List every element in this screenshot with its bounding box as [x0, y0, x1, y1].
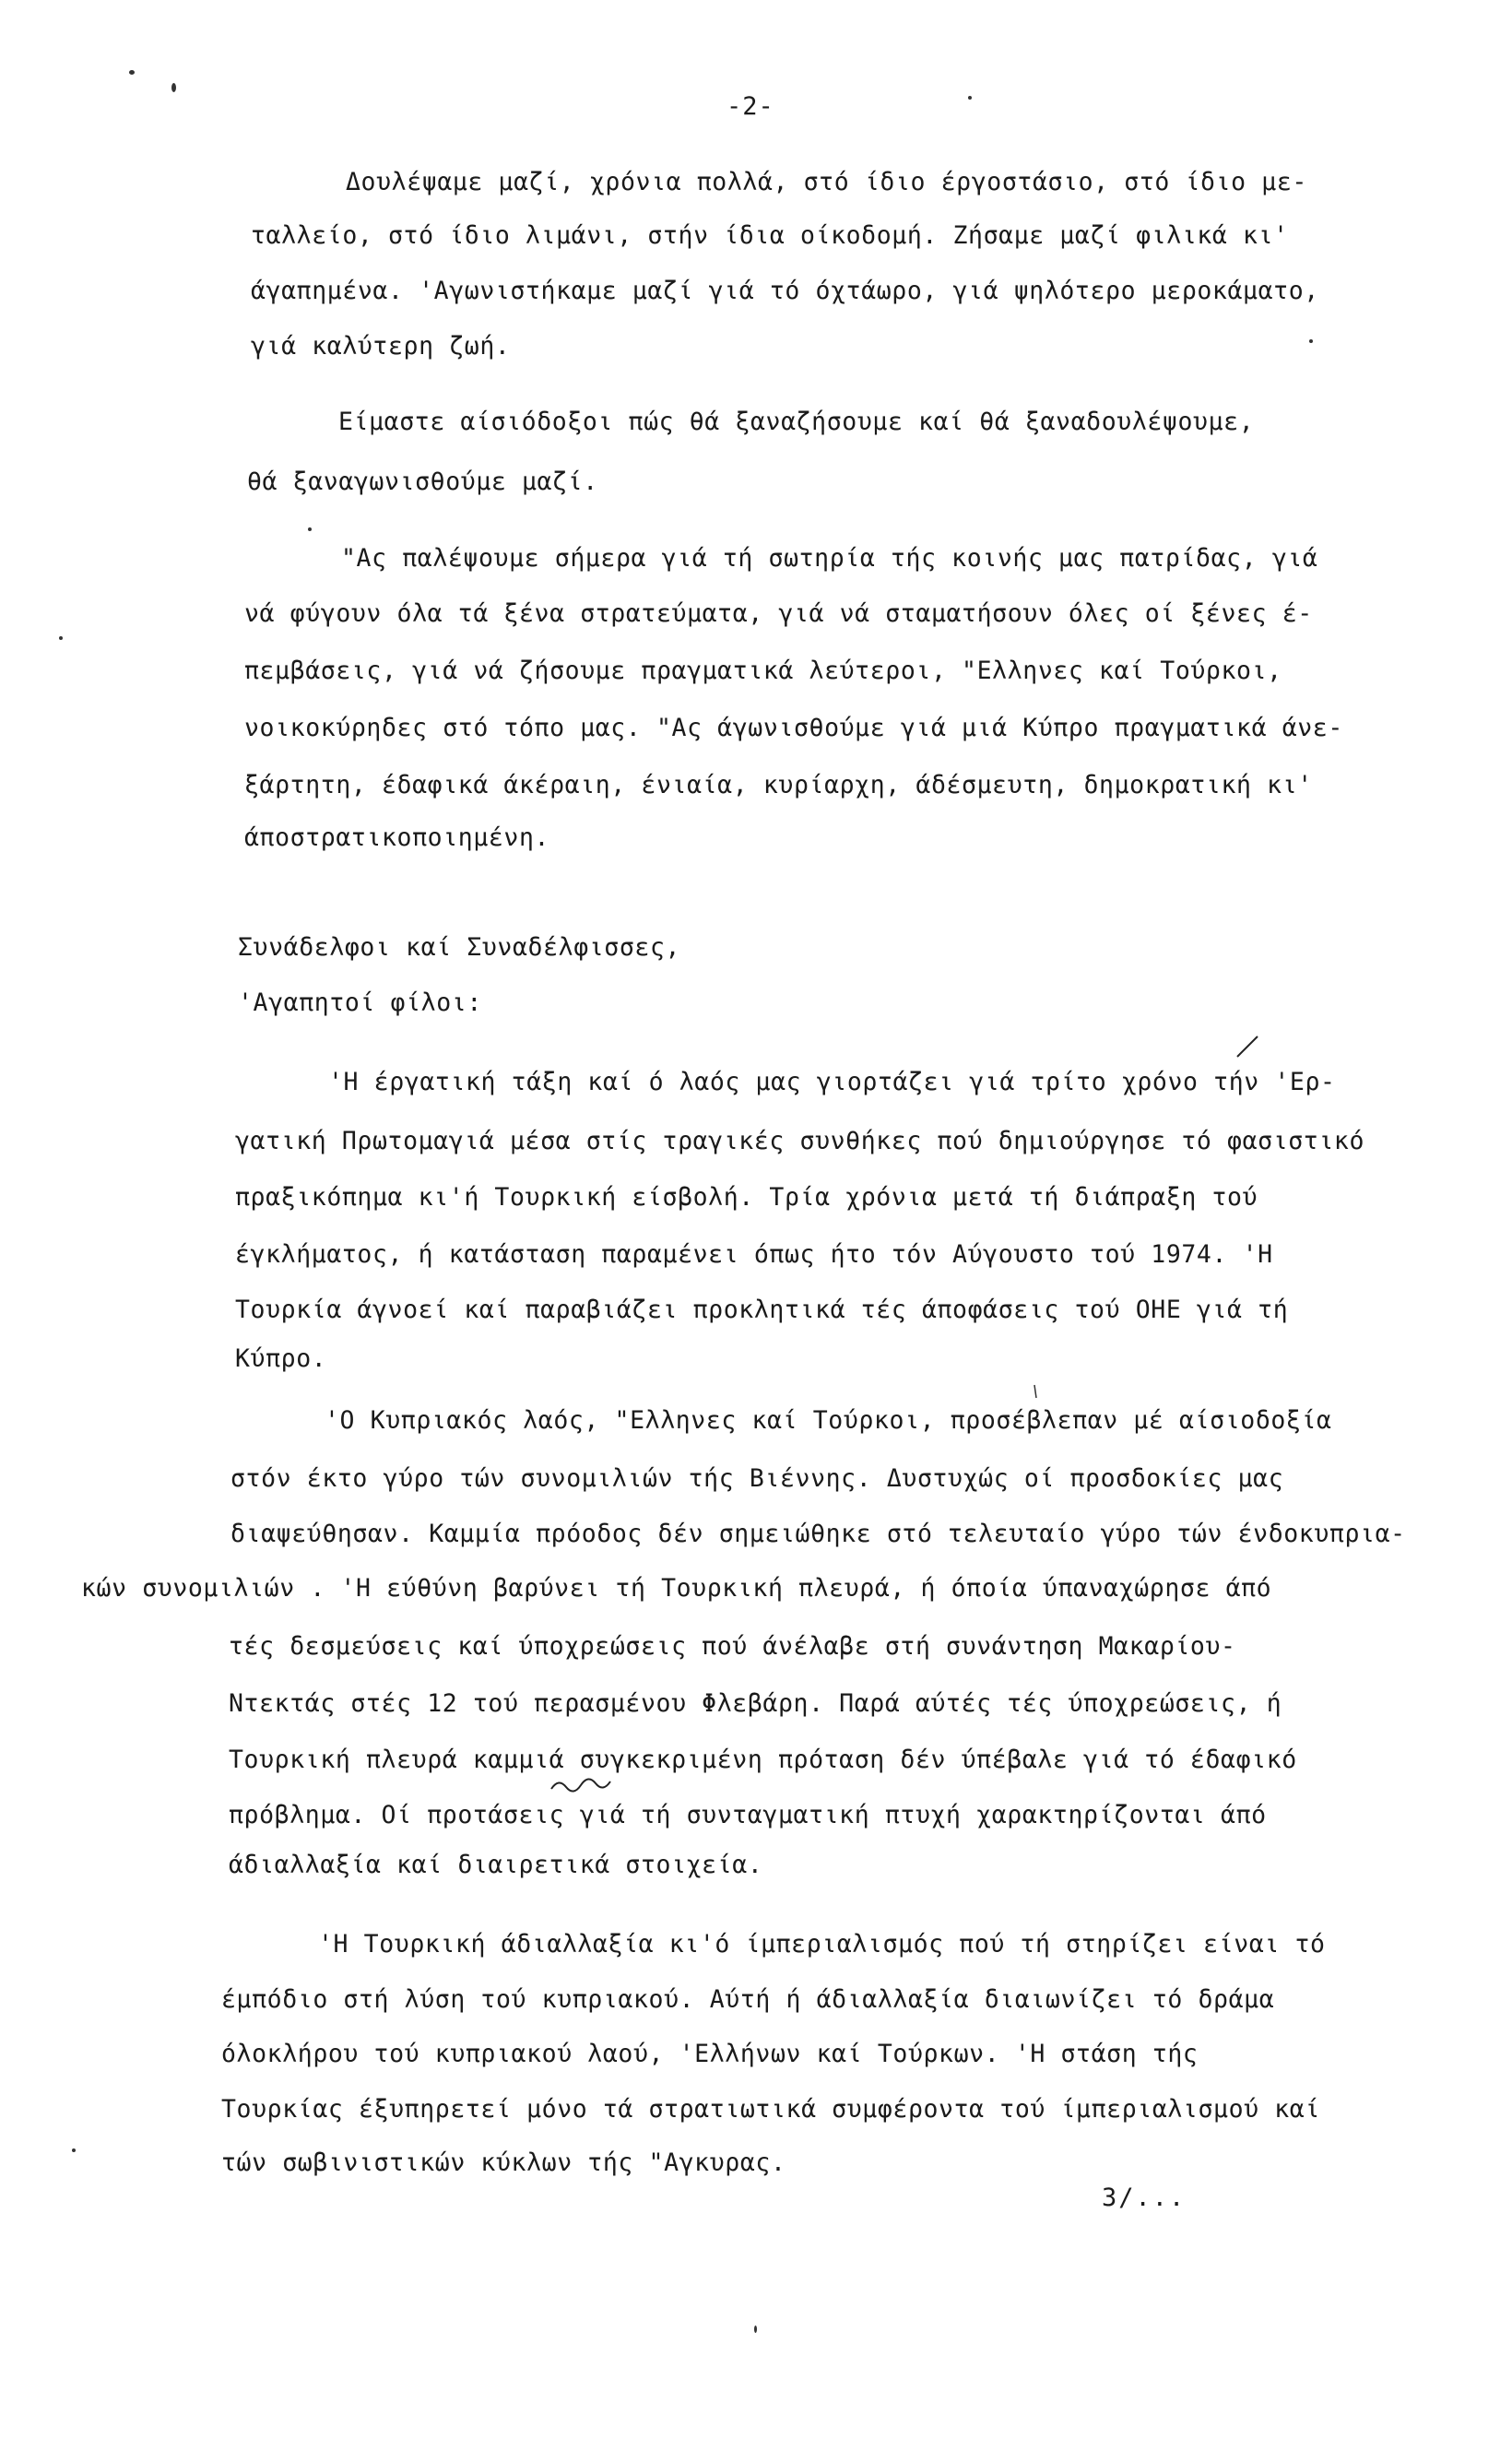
- text-line: άγαπημένα. 'Αγωνιστήκαμε μαζί γιά τό όχτάωρο, γιά ψηλότερο μεροκάματο,: [251, 277, 1319, 305]
- salutation: Συνάδελφοι καί Συναδέλφισσες,: [238, 933, 681, 962]
- text-line: Τουρκίας έξυπηρετεί μόνο τά στρατιωτικά συμφέροντα τού ίμπεριαλισμού καί: [221, 2095, 1320, 2124]
- text-line: 'Η Τουρκική άδιαλλαξία κι'ό ίμπεριαλισμός πού τή στηρίζει είναι τό: [318, 1930, 1326, 1959]
- text-line: ταλλείο, στό ίδιο λιμάνι, στήν ίδια οίκοδομή. Ζήσαμε μαζί φιλικά κι': [251, 221, 1289, 250]
- text-line: "Ας παλέψουμε σήμερα γιά τή σωτηρία τής κοινής μας πατρίδας, γιά: [341, 544, 1318, 573]
- text-line: άδιαλλαξία καί διαιρετικά στοιχεία.: [229, 1851, 763, 1879]
- salutation: 'Αγαπητοί φίλοι:: [238, 988, 482, 1017]
- text-line: νά φύγουν όλα τά ξένα στρατεύματα, γιά νά σταματήσουν όλες οί ξένες έ-: [244, 599, 1313, 628]
- text-line: άποστρατικοποιημένη.: [244, 823, 550, 852]
- scan-speck: [72, 2148, 76, 2152]
- page-number: -2-: [726, 92, 774, 121]
- text-line: έμπόδιο στή λύση τού κυπριακού. Αύτή ή άδιαλλαξία διαιωνίζει τό δράμα: [221, 1985, 1275, 2014]
- text-line: στόν έκτο γύρο τών συνομιλιών τής Βιέννης. Δυστυχώς οί προσδοκίες μας: [230, 1464, 1284, 1493]
- text-line: κών συνομιλιών . 'Η εύθύνη βαρύνει τή Τουρκική πλευρά, ή όποία ύπαναχώρησε άπό: [81, 1574, 1272, 1603]
- text-line: πρόβλημα. Οί προτάσεις γιά τή συνταγματική πτυχή χαρακτηρίζονται άπό: [229, 1801, 1267, 1829]
- scan-speck: [129, 70, 135, 75]
- pen-tick-mark: [1031, 1383, 1040, 1402]
- text-line: πραξικόπημα κι'ή Τουρκική είσβολή. Τρία χρόνια μετά τή διάπραξη τού: [235, 1183, 1258, 1212]
- scan-speck: [1309, 339, 1313, 343]
- scan-speck: [171, 83, 176, 92]
- scan-speck: [308, 527, 312, 531]
- text-line: γατική Πρωτομαγιά μέσα στίς τραγικές συνθήκες πού δημιούργησε τό φασιστικό: [235, 1127, 1365, 1155]
- text-line: Κύπρο.: [235, 1344, 327, 1373]
- text-line: όλοκλήρου τού κυπριακού λαού, 'Ελλήνων καί Τούρκων. 'Η στάση τής: [221, 2040, 1199, 2068]
- text-line: Είμαστε αίσιόδοξοι πώς θά ξαναζήσουμε καί θά ξαναδουλέψουμε,: [338, 408, 1255, 436]
- text-line: Τουρκία άγνοεί καί παραβιάζει προκλητικά τές άποφάσεις τού ΟΗΕ γιά τή: [235, 1296, 1289, 1324]
- text-line: 'Η έργατική τάξη καί ό λαός μας γιορτάζει γιά τρίτο χρόνο τήν 'Ερ-: [328, 1068, 1336, 1096]
- text-line: γιά καλύτερη ζωή.: [251, 332, 511, 361]
- scan-speck: [59, 636, 63, 640]
- text-line: τές δεσμεύσεις καί ύποχρεώσεις πού άνέλαβε στή συνάντηση Μακαρίου-: [229, 1632, 1236, 1661]
- scan-speck: [968, 96, 972, 100]
- scan-speck: [754, 2326, 757, 2333]
- handwritten-squiggle-mark: [549, 1772, 614, 1796]
- text-line: τών σωβινιστικών κύκλων τής "Αγκυρας.: [221, 2148, 786, 2177]
- text-line: θά ξαναγωνισθούμε μαζί.: [247, 468, 598, 496]
- text-line: Δουλέψαμε μαζί, χρόνια πολλά, στό ίδιο έργοστάσιο, στό ίδιο με-: [346, 168, 1307, 196]
- text-line: διαψεύθησαν. Καμμία πρόοδος δέν σημειώθηκε στό τελευταίο γύρο τών ένδοκυπρια-: [230, 1520, 1406, 1548]
- text-line: Τουρκική πλευρά καμμιά συγκεκριμένη πρόταση δέν ύπέβαλε γιά τό έδαφικό: [229, 1746, 1297, 1774]
- text-line: νοικοκύρηδες στό τόπο μας. "Ας άγωνισθούμε γιά μιά Κύπρο πραγματικά άνε-: [244, 714, 1343, 742]
- text-line: πεμβάσεις, γιά νά ζήσουμε πραγματικά λεύτεροι, "Ελληνες καί Τούρκοι,: [244, 657, 1282, 685]
- text-line: Ντεκτάς στές 12 τού περασμένου Φλεβάρη. Παρά αύτές τές ύποχρεώσεις, ή: [229, 1689, 1282, 1718]
- text-line: έγκλήματος, ή κατάσταση παραμένει όπως ήτο τόν Αύγουστο τού 1974. 'Η: [235, 1240, 1273, 1269]
- text-line: ξάρτητη, έδαφικά άκέραιη, ένιαία, κυρίαρχη, άδέσμευτη, δημοκρατική κι': [244, 771, 1313, 799]
- pen-slash-mark: [1234, 1033, 1261, 1060]
- continuation-marker: 3/...: [1102, 2184, 1187, 2212]
- text-line: 'Ο Κυπριακός λαός, "Ελληνες καί Τούρκοι, προσέβλεπαν μέ αίσιοδοξία: [325, 1406, 1332, 1435]
